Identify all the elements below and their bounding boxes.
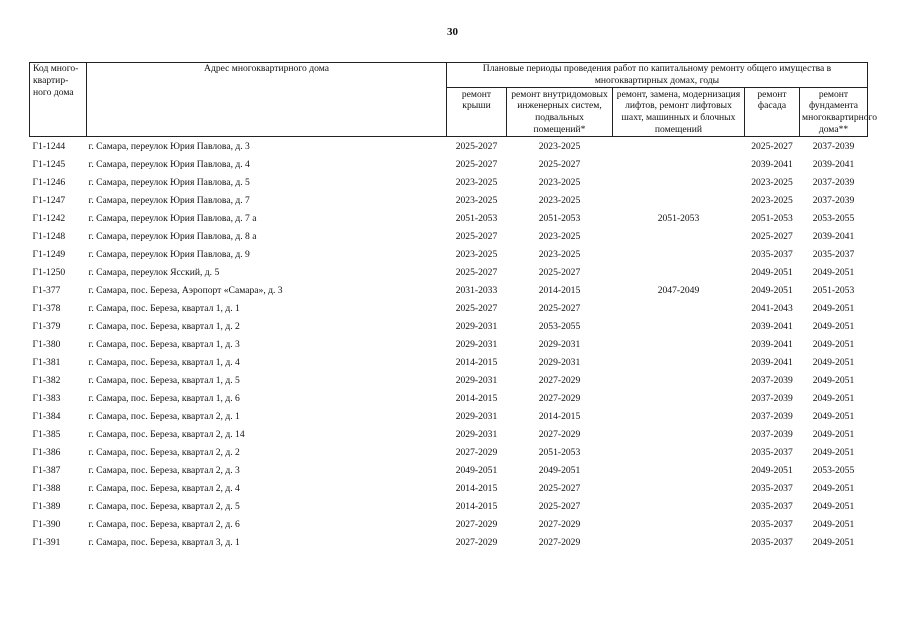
cell-code: Г1-1249 (32, 248, 66, 260)
cell-lifts (613, 480, 745, 498)
cell-foundation: 2049-2051 (812, 482, 855, 494)
cell-lifts (613, 354, 745, 372)
cell-address: г. Самара, пос. Береза, квартал 1, д. 4 (88, 356, 240, 368)
cell-address: г. Самара, пос. Береза, квартал 1, д. 6 (88, 392, 240, 404)
cell-roof: 2027-2029 (455, 518, 498, 530)
cell-facade: 2049-2051 (751, 464, 793, 476)
cell-engineering: 2029-2031 (538, 356, 581, 368)
cell-address: г. Самара, пос. Береза, квартал 2, д. 4 (88, 482, 240, 494)
cell-lifts (613, 390, 745, 408)
cell-lifts (613, 246, 745, 264)
cell-lifts (613, 462, 745, 480)
cell-lifts: 2047-2049 (657, 284, 700, 296)
table-row (30, 408, 868, 426)
cell-engineering: 2025-2027 (538, 158, 581, 170)
cell-address: г. Самара, переулок Юрия Павлова, д. 5 (88, 176, 250, 188)
cell-roof: 2027-2029 (455, 446, 498, 458)
cell-code: Г1-386 (32, 446, 61, 458)
cell-roof: 2025-2027 (455, 302, 498, 314)
cell-roof: 2014-2015 (455, 392, 498, 404)
cell-facade: 2041-2043 (751, 302, 793, 314)
cell-address: г. Самара, пос. Береза, квартал 2, д. 5 (88, 500, 240, 512)
cell-lifts (613, 336, 745, 354)
cell-address: г. Самара, пос. Береза, квартал 2, д. 14 (88, 428, 245, 440)
cell-foundation: 2051-2053 (812, 284, 855, 296)
table-row (30, 516, 868, 534)
header-roof: ремонт крыши (447, 87, 507, 136)
page-number: 30 (447, 26, 458, 38)
cell-roof: 2049-2051 (455, 464, 498, 476)
header-row-top (30, 63, 868, 88)
cell-address: г. Самара, переулок Юрия Павлова, д. 3 (88, 140, 250, 152)
cell-code: Г1-380 (32, 338, 61, 350)
table-row (30, 534, 868, 552)
cell-roof: 2023-2025 (455, 248, 498, 260)
cell-code: Г1-381 (32, 356, 61, 368)
cell-foundation: 2049-2051 (812, 410, 855, 422)
cell-foundation: 2053-2055 (812, 464, 855, 476)
cell-lifts (613, 136, 745, 156)
cell-foundation: 2037-2039 (812, 176, 855, 188)
cell-facade: 2035-2037 (751, 500, 793, 512)
cell-facade: 2025-2027 (751, 230, 793, 242)
cell-lifts (613, 426, 745, 444)
cell-facade: 2037-2039 (751, 374, 793, 386)
cell-address: г. Самара, пос. Береза, квартал 2, д. 6 (88, 518, 240, 530)
table-row (30, 228, 868, 246)
table-row (30, 246, 868, 264)
cell-address: г. Самара, пос. Береза, квартал 2, д. 1 (88, 410, 240, 422)
cell-engineering: 2025-2027 (538, 302, 581, 314)
table-row (30, 300, 868, 318)
cell-foundation: 2039-2041 (812, 158, 855, 170)
cell-code: Г1-1247 (32, 194, 66, 206)
table-row (30, 498, 868, 516)
cell-foundation: 2049-2051 (812, 500, 855, 512)
cell-foundation: 2049-2051 (812, 338, 855, 350)
cell-address: г. Самара, переулок Юрия Павлова, д. 9 (88, 248, 250, 260)
cell-facade: 2037-2039 (751, 392, 793, 404)
cell-facade: 2023-2025 (751, 194, 793, 206)
cell-code: Г1-1245 (32, 158, 66, 170)
header-code: Код много-квартир-ного дома (30, 63, 87, 137)
cell-foundation: 2049-2051 (812, 266, 855, 278)
cell-roof: 2023-2025 (455, 194, 498, 206)
header-periods: Плановые периоды проведения работ по капитальному ремонту общего имущества в многоквартирных домах, годы (447, 63, 868, 88)
cell-engineering: 2023-2025 (538, 140, 581, 152)
header-engineering: ремонт внутридомовых инженерных систем, подвальных помещений* (507, 87, 613, 136)
cell-engineering: 2025-2027 (538, 500, 581, 512)
cell-engineering: 2051-2053 (538, 446, 581, 458)
cell-code: Г1-390 (32, 518, 61, 530)
cell-roof: 2029-2031 (455, 410, 498, 422)
cell-engineering: 2025-2027 (538, 482, 581, 494)
cell-address: г. Самара, пос. Береза, Аэропорт «Самара», д. 3 (88, 284, 283, 296)
cell-foundation: 2035-2037 (812, 248, 855, 260)
cell-engineering: 2027-2029 (538, 536, 581, 548)
cell-foundation: 2037-2039 (812, 140, 855, 152)
cell-address: г. Самара, пос. Береза, квартал 3, д. 1 (88, 536, 240, 548)
cell-roof: 2029-2031 (455, 320, 498, 332)
cell-address: г. Самара, переулок Юрия Павлова, д. 4 (88, 158, 250, 170)
cell-foundation: 2049-2051 (812, 536, 855, 548)
cell-code: Г1-1244 (32, 140, 66, 152)
table-row (30, 192, 868, 210)
table-header (30, 63, 878, 137)
cell-lifts (613, 318, 745, 336)
cell-code: Г1-384 (32, 410, 61, 422)
cell-code: Г1-1242 (32, 212, 66, 224)
cell-facade: 2037-2039 (751, 428, 793, 440)
cell-code: Г1-382 (32, 374, 61, 386)
cell-facade: 2039-2041 (751, 158, 793, 170)
header-address: Адрес многоквартирного дома (87, 63, 447, 137)
cell-facade: 2035-2037 (751, 536, 793, 548)
cell-code: Г1-387 (32, 464, 61, 476)
cell-address: г. Самара, переулок Юрия Павлова, д. 7 (88, 194, 250, 206)
table-row (30, 156, 868, 174)
cell-code: Г1-1248 (32, 230, 66, 242)
cell-roof: 2014-2015 (455, 356, 498, 368)
header-facade: ремонт фасада (745, 87, 800, 136)
cell-facade: 2051-2053 (751, 212, 793, 224)
cell-roof: 2051-2053 (455, 212, 498, 224)
cell-code: Г1-377 (32, 284, 61, 296)
cell-address: г. Самара, переулок Юрия Павлова, д. 7 а (88, 212, 257, 224)
cell-roof: 2025-2027 (455, 230, 498, 242)
cell-engineering: 2053-2055 (538, 320, 581, 332)
cell-roof: 2025-2027 (455, 266, 498, 278)
table-row (30, 390, 868, 408)
table-row (30, 480, 868, 498)
cell-facade: 2035-2037 (751, 482, 793, 494)
cell-facade: 2039-2041 (751, 356, 793, 368)
cell-roof: 2014-2015 (455, 500, 498, 512)
cell-engineering: 2023-2025 (538, 176, 581, 188)
cell-code: Г1-1250 (32, 266, 66, 278)
cell-lifts (613, 174, 745, 192)
cell-engineering: 2025-2027 (538, 266, 581, 278)
cell-lifts (613, 228, 745, 246)
cell-foundation: 2049-2051 (812, 518, 855, 530)
cell-engineering: 2023-2025 (538, 248, 581, 260)
cell-lifts (613, 408, 745, 426)
cell-facade: 2035-2037 (751, 248, 793, 260)
cell-foundation: 2049-2051 (812, 302, 855, 314)
cell-foundation: 2049-2051 (812, 428, 855, 440)
table-row (30, 354, 868, 372)
cell-code: Г1-378 (32, 302, 61, 314)
cell-code: Г1-383 (32, 392, 61, 404)
table-row (30, 210, 868, 228)
cell-facade: 2035-2037 (751, 518, 793, 530)
cell-address: г. Самара, переулок Юрия Павлова, д. 8 а (88, 230, 257, 242)
cell-address: г. Самара, пос. Береза, квартал 1, д. 3 (88, 338, 240, 350)
cell-facade: 2049-2051 (751, 266, 793, 278)
cell-engineering: 2023-2025 (538, 230, 581, 242)
cell-address: г. Самара, пос. Береза, квартал 1, д. 1 (88, 302, 240, 314)
cell-facade: 2025-2027 (751, 140, 793, 152)
cell-roof: 2029-2031 (455, 374, 498, 386)
cell-roof: 2029-2031 (455, 338, 498, 350)
cell-code: Г1-1246 (32, 176, 66, 188)
cell-address: г. Самара, пос. Береза, квартал 2, д. 3 (88, 464, 240, 476)
cell-facade: 2023-2025 (751, 176, 793, 188)
cell-address: г. Самара, пос. Береза, квартал 1, д. 5 (88, 374, 240, 386)
cell-code: Г1-385 (32, 428, 61, 440)
table-row (30, 318, 868, 336)
cell-lifts (613, 444, 745, 462)
cell-facade: 2035-2037 (751, 446, 793, 458)
cell-engineering: 2049-2051 (538, 464, 581, 476)
cell-engineering: 2014-2015 (538, 284, 581, 296)
cell-engineering: 2023-2025 (538, 194, 581, 206)
header-foundation: ремонт фундамента многоквартирного дома** (800, 87, 868, 136)
cell-engineering: 2051-2053 (538, 212, 581, 224)
cell-lifts (613, 516, 745, 534)
cell-facade: 2039-2041 (751, 320, 793, 332)
cell-facade: 2037-2039 (751, 410, 793, 422)
table-row (30, 462, 868, 480)
cell-engineering: 2027-2029 (538, 374, 581, 386)
cell-engineering: 2027-2029 (538, 428, 581, 440)
cell-roof: 2027-2029 (455, 536, 498, 548)
cell-foundation: 2049-2051 (812, 392, 855, 404)
cell-foundation: 2049-2051 (812, 446, 855, 458)
table-row (30, 282, 868, 300)
table-row (30, 372, 868, 390)
cell-address: г. Самара, переулок Ясский, д. 5 (88, 266, 220, 278)
header-lifts: ремонт, замена, модернизация лифтов, ремонт лифтовых шахт, машинных и блочных помещений (613, 87, 745, 136)
table-row (30, 174, 868, 192)
table-body (30, 136, 868, 552)
cell-roof: 2025-2027 (455, 158, 498, 170)
cell-foundation: 2049-2051 (812, 374, 855, 386)
table-row (30, 264, 868, 282)
cell-facade: 2039-2041 (751, 338, 793, 350)
cell-foundation: 2037-2039 (812, 194, 855, 206)
cell-lifts (613, 300, 745, 318)
cell-code: Г1-391 (32, 536, 61, 548)
cell-foundation: 2049-2051 (812, 356, 855, 368)
cell-foundation: 2053-2055 (812, 212, 855, 224)
cell-lifts (613, 534, 745, 552)
cell-engineering: 2027-2029 (538, 392, 581, 404)
capital-repair-table (29, 62, 878, 552)
table-row (30, 136, 868, 156)
table-row (30, 444, 868, 462)
cell-address: г. Самара, пос. Береза, квартал 2, д. 2 (88, 446, 240, 458)
cell-code: Г1-379 (32, 320, 61, 332)
cell-roof: 2014-2015 (455, 482, 498, 494)
cell-roof: 2023-2025 (455, 176, 498, 188)
cell-lifts (613, 156, 745, 174)
cell-lifts: 2051-2053 (657, 212, 700, 224)
cell-lifts (613, 372, 745, 390)
cell-engineering: 2029-2031 (538, 338, 581, 350)
cell-lifts (613, 264, 745, 282)
cell-roof: 2025-2027 (455, 140, 498, 152)
cell-roof: 2029-2031 (455, 428, 498, 440)
cell-address: г. Самара, пос. Береза, квартал 1, д. 2 (88, 320, 240, 332)
cell-lifts (613, 192, 745, 210)
cell-roof: 2031-2033 (455, 284, 498, 296)
cell-lifts (613, 498, 745, 516)
cell-code: Г1-389 (32, 500, 61, 512)
cell-facade: 2049-2051 (751, 284, 793, 296)
cell-code: Г1-388 (32, 482, 61, 494)
cell-foundation: 2049-2051 (812, 320, 855, 332)
cell-engineering: 2014-2015 (538, 410, 581, 422)
table-row (30, 426, 868, 444)
table-row (30, 336, 868, 354)
cell-engineering: 2027-2029 (538, 518, 581, 530)
cell-foundation: 2039-2041 (812, 230, 855, 242)
